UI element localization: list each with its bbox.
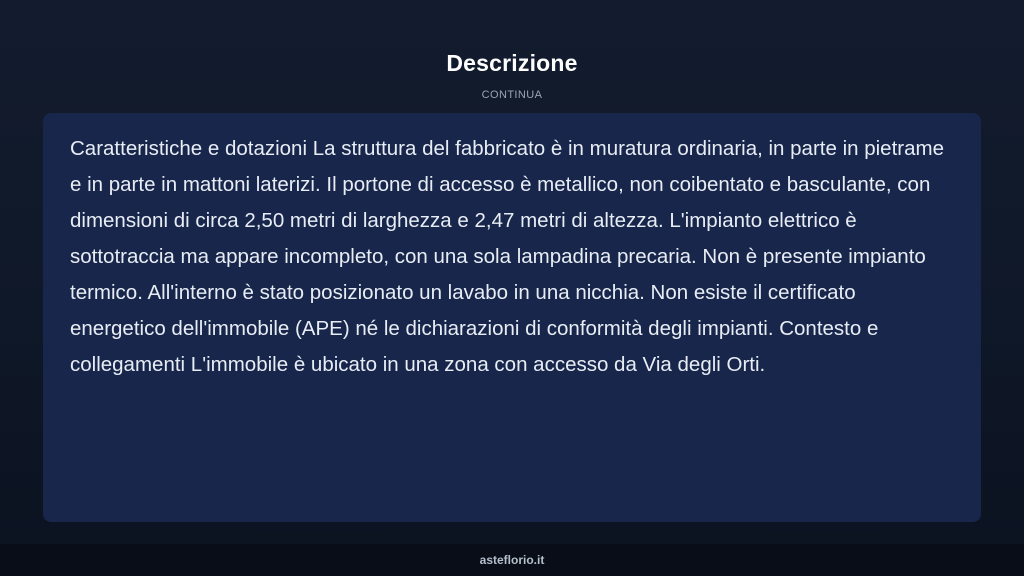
page-title: Descrizione — [446, 50, 578, 76]
description-text: Caratteristiche e dotazioni La struttura del fabbricato è in muratura ordinaria, in parte in pietrame e in parte in mattoni laterizi. Il portone di accesso è metallico, non coibentato e basculante, con dimensioni di circa 2,50 metri di larghezza e 2,47 metri di altezza. L'impianto elettrico è sottotraccia ma appare incompleto, con una sola lampadina precaria. Non è presente impianto termico. All'interno è stato posizionato un lavabo in una nicchia. Non esiste il certificato energetico dell'immobile (APE) né le dichiarazioni di conformità degli impianti. Contesto e collegamenti L'immobile è ubicato in una zona con accesso da Via degli Orti. — [70, 137, 944, 376]
footer — [0, 544, 1024, 576]
footer-site-link[interactable]: asteflorio.it — [479, 553, 545, 567]
continue-link[interactable]: CONTINUA — [481, 89, 543, 101]
description-panel — [43, 113, 981, 522]
